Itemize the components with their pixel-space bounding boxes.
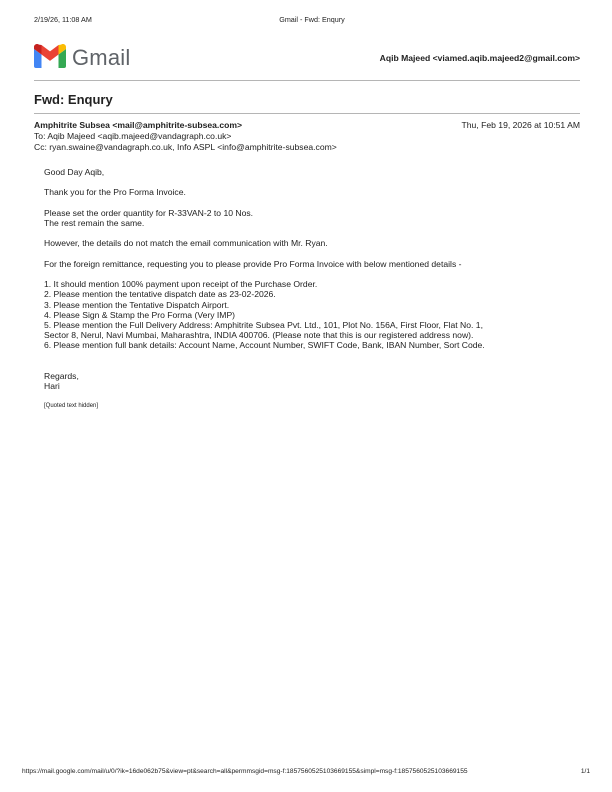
print-header: [34, 15, 590, 27]
recipient-cc: Cc: ryan.swaine@vandagraph.co.uk, Info ASPL <info@amphitrite-subsea.com>: [34, 142, 337, 152]
page-number: 1/1: [580, 768, 590, 775]
rest-line: The rest remain the same.: [44, 217, 145, 228]
divider: [34, 80, 580, 81]
quantity-line: Please set the order quantity for R-33VAN-2 to 10 Nos.: [44, 207, 254, 218]
remittance-line: For the foreign remittance, requesting you to please provide Pro Forma Invoice with below mentioned details -: [44, 258, 462, 269]
page-url: https://mail.google.com/mail/u/0/?ik=16de062b75&view=pt&search=all&permmsgid=msg-f:1857560525103669155&simpl=msg-f:1857560525103669155: [22, 768, 468, 775]
print-title: Gmail - Fwd: Enqury: [279, 15, 345, 24]
list-item: 5. Please mention the Full Delivery Address: Amphitrite Subsea Pvt. Ltd., 101, Plot No. 156A, First Floor, Flat No. 1,: [44, 319, 483, 330]
greeting: Good Day Aqib,: [44, 167, 105, 177]
message-header: [34, 120, 580, 154]
email-subject: Fwd: Enqury: [34, 92, 113, 107]
sender: Amphitrite Subsea <mail@amphitrite-subsea.com>: [34, 120, 243, 130]
sent-date: Thu, Feb 19, 2026 at 10:51 AM: [461, 120, 580, 130]
signature-name: Hari: [44, 380, 60, 391]
quantity-paragraph: [44, 208, 574, 228]
print-footer: [22, 768, 590, 778]
requirements-list: [44, 279, 574, 350]
message-body: [44, 167, 574, 411]
list-item: Sector 8, Nerul, Navi Mumbai, Maharashtra, INDIA 400706. (Please note that this is our registered address now).: [44, 330, 474, 341]
list-item: 2. Please mention the tentative dispatch date as 23-02-2026.: [44, 289, 276, 300]
gmail-logo-icon: [34, 44, 66, 68]
list-item: 3. Please mention the Tentative Dispatch Airport.: [44, 299, 230, 310]
list-item: 6. Please mention full bank details: Account Name, Account Number, SWIFT Code, Bank, IBAN Number, Sort Code.: [44, 340, 485, 351]
print-date: 2/19/26, 11:08 AM: [34, 15, 92, 24]
account-name: Aqib Majeed <viamed.aqib.majeed2@gmail.com>: [379, 53, 580, 63]
list-item: 4. Please Sign & Stamp the Pro Forma (Very IMP): [44, 309, 236, 320]
divider: [34, 113, 580, 114]
thanks-line: Thank you for the Pro Forma Invoice.: [44, 187, 186, 198]
regards: Regards,: [44, 370, 79, 381]
list-item: 1. It should mention 100% payment upon receipt of the Purchase Order.: [44, 279, 318, 290]
quoted-text-toggle[interactable]: [Quoted text hidden]: [44, 403, 99, 410]
however-line: However, the details do not match the email communication with Mr. Ryan.: [44, 238, 328, 249]
gmail-wordmark: Gmail: [72, 45, 131, 70]
signoff: [44, 371, 574, 391]
gmail-header: [34, 44, 580, 74]
recipient-to: To: Aqib Majeed <aqib.majeed@vandagraph.co.uk>: [34, 131, 232, 141]
